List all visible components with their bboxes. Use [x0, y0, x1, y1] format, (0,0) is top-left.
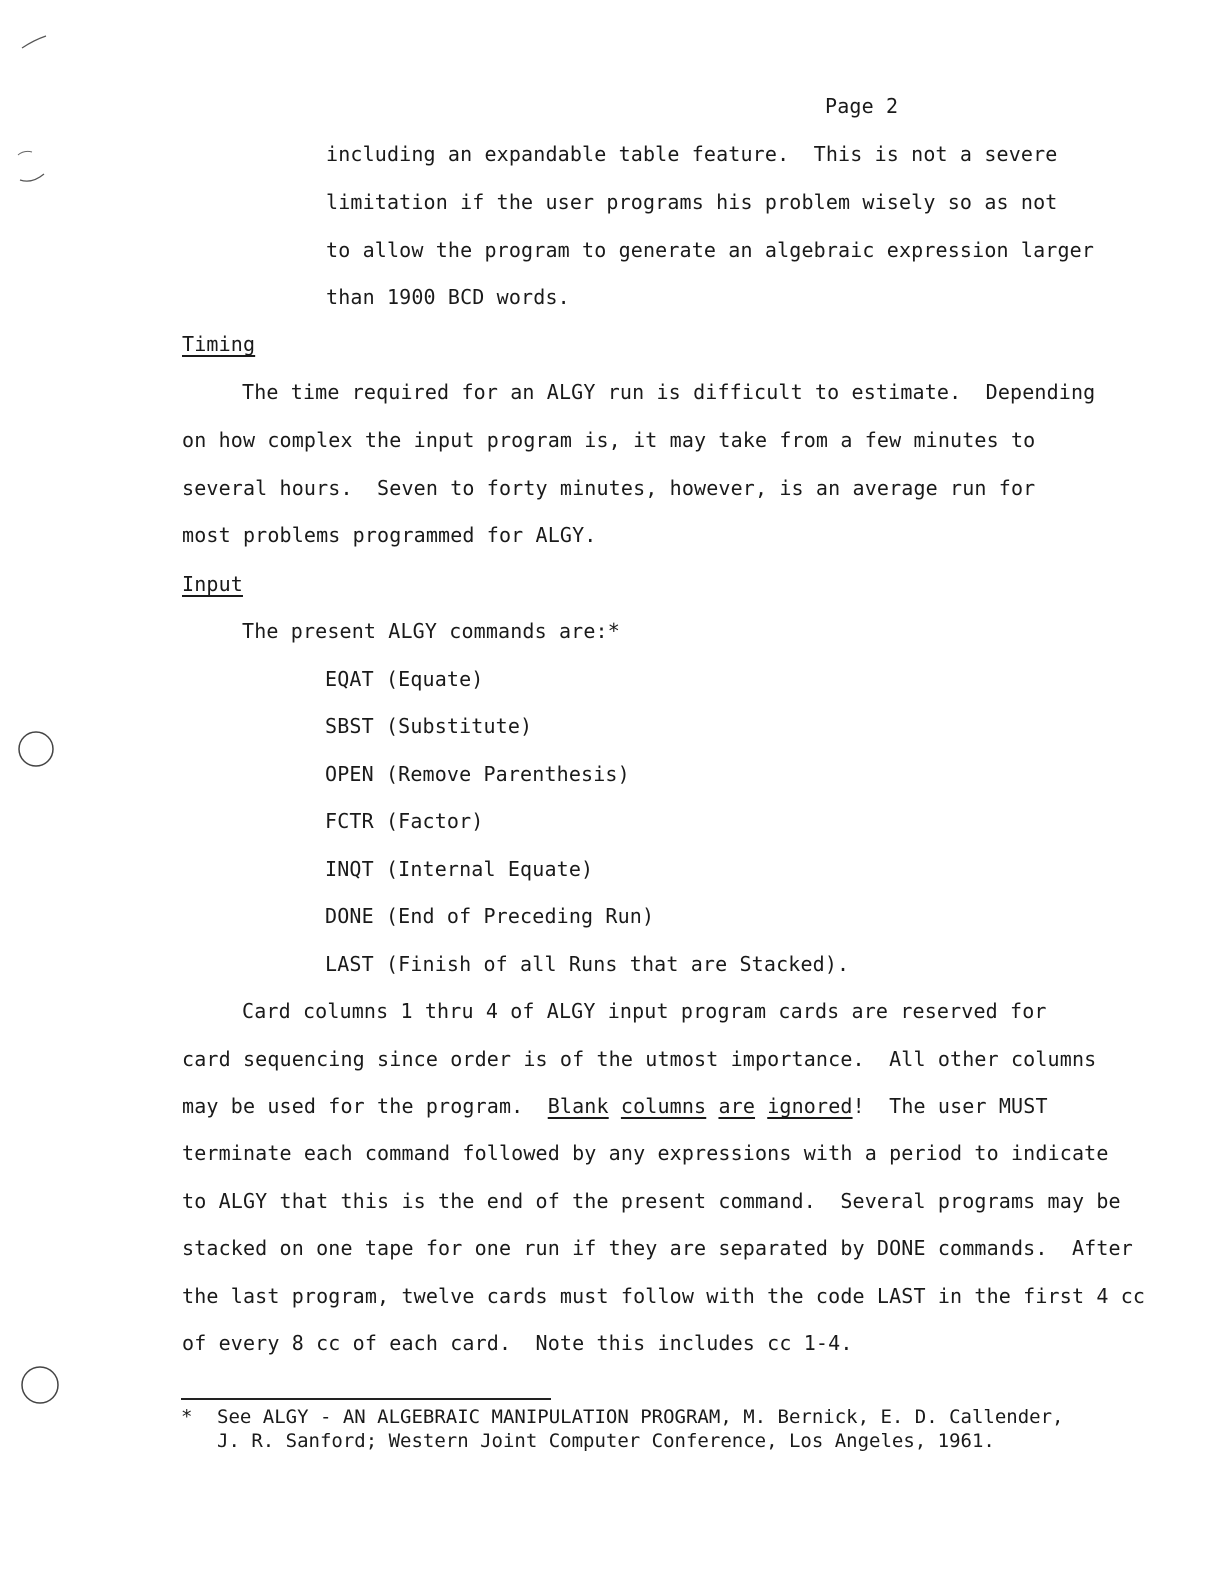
- input-para-line-3-post: ! The user MUST: [852, 1094, 1048, 1118]
- underlined-ignored: ignored: [767, 1094, 853, 1118]
- input-para-line-3-pre: may be used for the program.: [182, 1094, 548, 1118]
- input-para-line-7: the last program, twelve cards must follow with the code LAST in the first 4 cc: [182, 1284, 1146, 1308]
- underlined-are: are: [718, 1094, 756, 1118]
- top-para-line-3: to allow the program to generate an algebraic expression larger: [326, 238, 1095, 262]
- command-open: OPEN (Remove Parenthesis): [325, 762, 630, 786]
- page-number: Page 2: [825, 94, 899, 118]
- underlined-columns: columns: [620, 1094, 707, 1118]
- input-para-line-4: terminate each command followed by any expressions with a period to indicate: [182, 1141, 1109, 1165]
- command-fctr: FCTR (Factor): [325, 809, 484, 833]
- input-para-line-6: stacked on one tape for one run if they are separated by DONE commands. After: [182, 1236, 1133, 1260]
- scan-speck-mid1: [18, 151, 32, 155]
- scan-speck-mid2: [20, 174, 44, 181]
- input-heading: Input: [182, 572, 243, 596]
- command-eqat: EQAT (Equate): [325, 667, 484, 691]
- timing-line-3: several hours. Seven to forty minutes, however, is an average run for: [182, 476, 1036, 500]
- input-para-line-8: of every 8 cc of each card. Note this includes cc 1-4.: [182, 1331, 853, 1355]
- input-intro: The present ALGY commands are:*: [242, 619, 620, 643]
- input-para-line-1: Card columns 1 thru 4 of ALGY input program cards are reserved for: [242, 999, 1047, 1023]
- punch-hole-lower-icon: [22, 1367, 58, 1403]
- command-done: DONE (End of Preceding Run): [325, 904, 655, 928]
- command-last: LAST (Finish of all Runs that are Stacked).: [325, 952, 850, 976]
- top-para-line-1: including an expandable table feature. This is not a severe: [326, 142, 1058, 166]
- command-sbst: SBST (Substitute): [325, 714, 533, 738]
- scan-speck-top: [22, 36, 46, 48]
- top-para-line-2: limitation if the user programs his problem wisely so as not: [326, 190, 1058, 214]
- footnote-rule: [181, 1398, 551, 1400]
- input-para-line-5: to ALGY that this is the end of the present command. Several programs may be: [182, 1189, 1121, 1213]
- input-para-line-2: card sequencing since order is of the utmost importance. All other columns: [182, 1047, 1097, 1071]
- input-para-line-3: [182, 1094, 1048, 1118]
- timing-line-4: most problems programmed for ALGY.: [182, 523, 597, 547]
- timing-line-1: The time required for an ALGY run is difficult to estimate. Depending: [242, 380, 1096, 404]
- top-para-line-4: than 1900 BCD words.: [326, 285, 570, 309]
- footnote-line-2: J. R. Sanford; Western Joint Computer Conference, Los Angeles, 1961.: [217, 1430, 995, 1452]
- timing-heading: Timing: [182, 332, 256, 356]
- command-inqt: INQT (Internal Equate): [325, 857, 594, 881]
- footnote-marker: *: [181, 1406, 193, 1428]
- footnote-line-1: See ALGY - AN ALGEBRAIC MANIPULATION PROGRAM, M. Bernick, E. D. Callender,: [217, 1406, 1064, 1428]
- punch-hole-upper-icon: [19, 732, 53, 766]
- underlined-blank: Blank: [547, 1094, 609, 1118]
- timing-line-2: on how complex the input program is, it may take from a few minutes to: [182, 428, 1036, 452]
